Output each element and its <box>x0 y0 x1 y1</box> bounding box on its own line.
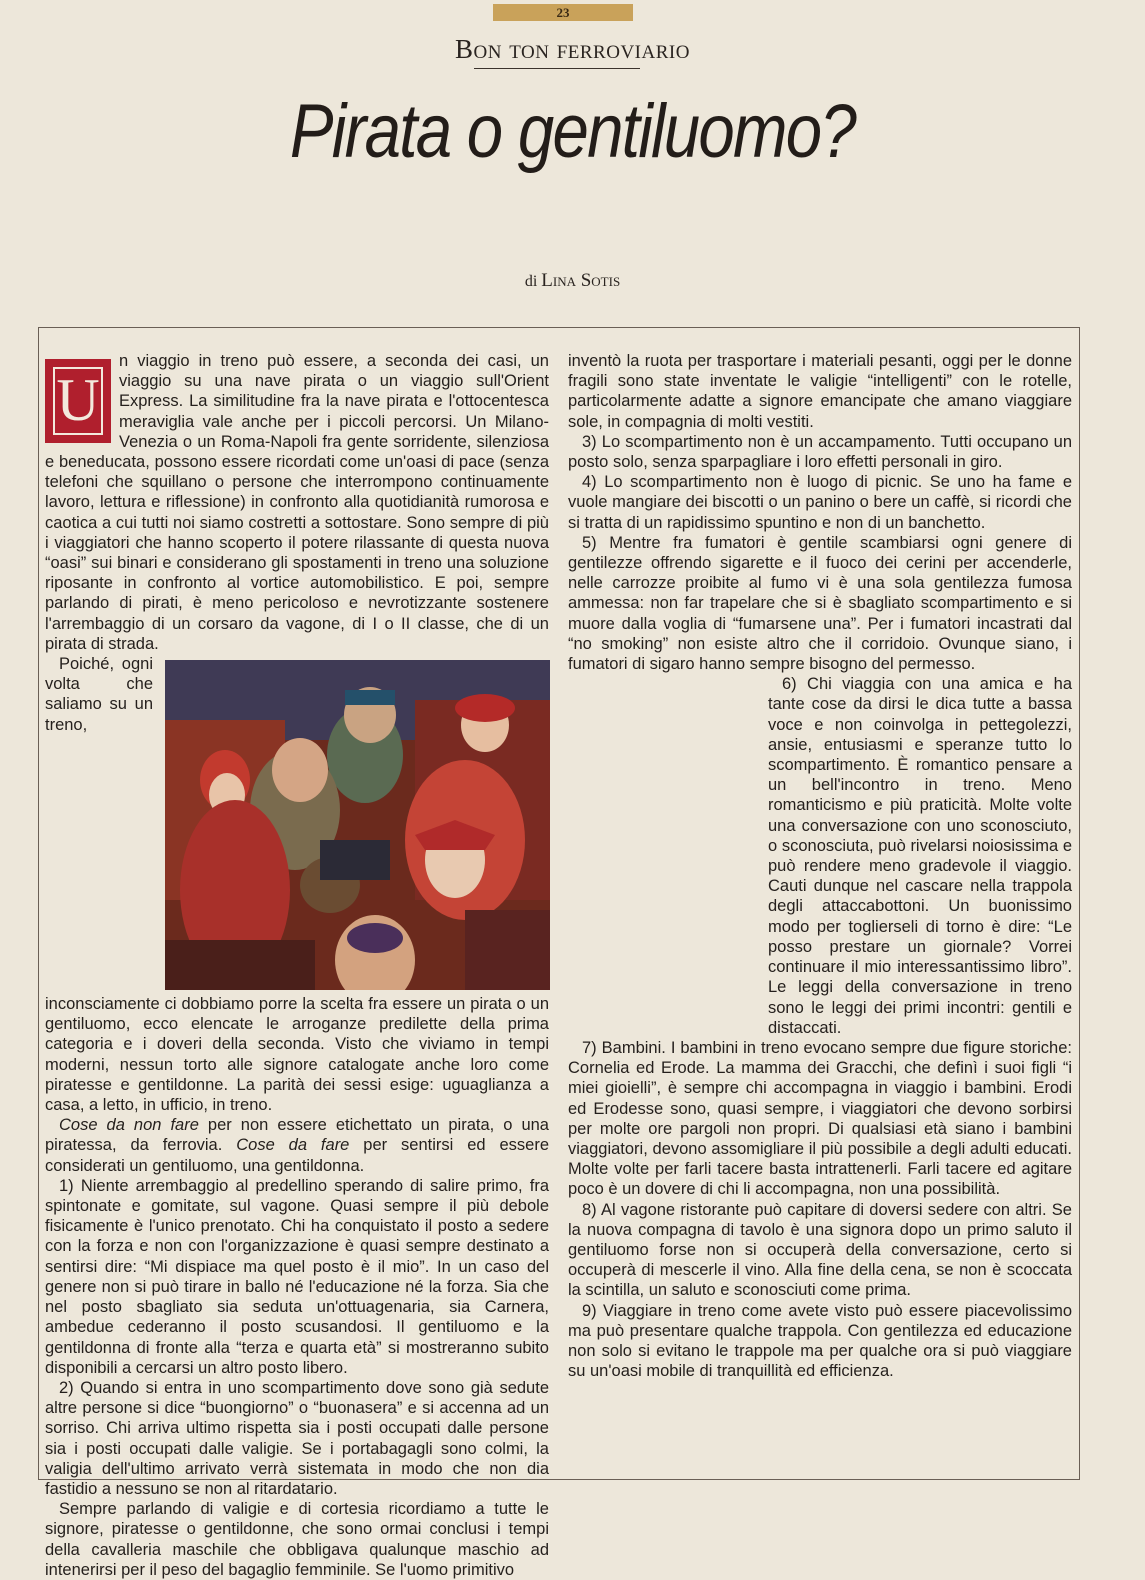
illustration-passengers-painting <box>165 660 550 990</box>
section-title-underline <box>474 68 640 69</box>
paragraph-with-figure <box>45 654 549 1115</box>
italic-phrase: Cose da fare <box>236 1136 350 1155</box>
paragraph: inventò la ruota per trasportare i materiali pesanti, oggi per le donne fragili sono state inventate le valigie “intelligenti” con le rotelle, particolarmente adatte a signore emancipate che amano viaggiare sole, in compagnia di molti vestiti. <box>568 352 1072 431</box>
paragraph: 7) Bambini. I bambini in treno evocano sempre due figure storiche: Cornelia ed Erode. La mamma dei Gracchi, che definì i suoi figli “i miei gioielli”, è sempre chi accompagna in viaggio i bambini. Erodi ed Erodesse sono, quasi sempre, i viaggiatori che devono sorbirsi per molte ore pargoli non propri. Di qualsiasi età siano i bambini viaggiatori, devono assomigliare il più possibile a degli adulti educati. Molte volte per farli tacere basta intrattenerli. Farli tacere ed agitare poco è un dovere di chi li accompagna, non una possibilità. <box>568 1038 1072 1199</box>
paragraph: 4) Lo scompartimento non è luogo di picnic. Se uno ha fame e vuole mangiare dei biscotti o un panino o bere un caffè, si ricordi che si tratta di un rapidissimo spuntino e non di un banchetto. <box>568 473 1072 532</box>
section-title: Bon ton ferroviario <box>455 34 690 64</box>
paragraph <box>45 1115 549 1176</box>
paragraph: 6) Chi viaggia con una amica e ha tante cose da dirsi le dica tutte a bassa voce e non coinvolga in pettegolezzi, ansie, entusiasmi e speranze tutto lo scompartimento. È romantico pensare a un bell'incontro in treno. Meno romanticismo e più praticità. Molte volte una conversazione con uno sconosciuto, o sconosciuta, può rivelarsi noiosissima e può rendere meno gradevole il viaggio. Cauti dunque nel cascare nella trappola degli attaccabottoni. Un buonissimo modo per toglierseli di torno è dire: “Le posso prestare un giornale? Vorrei continuare il mio interessantissimo libro”. Le leggi della conversazione in treno sono le leggi dei primi incontri: gentili e distaccati. <box>768 675 1072 1037</box>
paragraph: 9) Viaggiare in treno come avete visto può essere piacevolissimo ma può presentare qualche trappola. Con gentilezza ed educazione non solo si evitano le trappole ma per qualche ora si può viaggiare su un'oasi mobile di tranquillità ed efficienza. <box>568 1301 1072 1381</box>
paragraph: n viaggio in treno può essere, a seconda dei casi, un viaggio su una nave pirata o un viaggio sull'Orient Express. La similitudine fra la nave pirata e l'ottocentesca meraviglia vale anche per i piccoli percorsi. Un Milano-Venezia o un Roma-Napoli fra gente sorridente, silenziosa e beneducata, possono essere ricordati come un'oasi di pace (senza telefoni che squillano o persone che interrompono continuamente lavoro, lettura e riflessione) in confronto alla quotidianità rumorosa e caotica a cui tutti noi siamo costretti a sottostare. Sono sempre di più i viaggiatori che hanno scoperto il potere rilassante di questa nuova “oasi” sui binari e considerano gli spostamenti in treno una soluzione riposante in confronto al vortice automobilistico. E poi, sempre parlando di pirati, è meno pericoloso e nevrotizzante sostenere l'arrembaggio di un corsaro da vagone, di I o II classe, che di un pirata di strada. <box>45 352 549 653</box>
paragraph: 2) Quando si entra in uno scompartimento dove sono già sedute altre persone si dice “buongiorno” o “buonasera” e si accenna ad un sorriso. Chi arriva ultimo rispetta sia i posti occupati dalle persone sia i posti occupati dalle valigie. Se i portabagagli sono colmi, la valigia dell'ultimo arrivato verrà sistemata in modo che non dia fastidio a nessuno se non al ritardatario. <box>45 1378 549 1498</box>
byline-prefix: di <box>524 273 538 290</box>
paragraph-text: per non essere etichettato un pirata, o una piratessa, da ferrovia. <box>45 1116 549 1155</box>
page-number: 23 <box>493 4 633 21</box>
dropcap-letter: U <box>53 367 103 435</box>
paragraph-text: Poiché, ogni volta che saliamo su un treno, inconsciamente ci dobbiamo porre la scelta fra essere un pirata o un gentiluomo, ecco elencate le arroganze predilette della prima categoria e i doveri della seconda. Visto che viviamo in tempi moderni, nessun torto alle signore catalogate anche loro come piratesse e gentildonne. La parità dei sessi esige: uguaglianza a casa, a letto, in ufficio, in treno. <box>45 655 549 1115</box>
author-name: Lina Sotis <box>541 270 621 291</box>
article-column-left <box>45 351 549 1580</box>
byline <box>0 270 1145 292</box>
paragraph: 8) Al vagone ristorante può capitare di doversi sedere con altri. Se la nuova compagna di tavolo è una signora dopo un primo saluto il gentiluomo forse non si occuperà della conversazione, certo si occuperà di mescerle il vino. Alla fine della cena, se non è scoccata la scintilla, un saluto e sconosciuti come prima. <box>568 1200 1072 1300</box>
headline: Pirata o gentiluomo? <box>289 89 856 174</box>
paragraph-text: per sentirsi ed essere considerati un gentiluomo, una gentildonna. <box>45 1136 549 1175</box>
paragraph: Sempre parlando di valigie e di cortesia ricordiamo a tutte le signore, piratesse o gentildonne, che sono ormai conclusi i tempi della cavalleria maschile che obbligava qualunque maschio ad intenerirsi per il peso del bagaglio femminile. Se l'uomo primitivo <box>45 1500 549 1579</box>
paragraph: 3) Lo scompartimento non è un accampamento. Tutti occupano un posto solo, senza sparpagliare i loro effetti personali in giro. <box>568 432 1072 472</box>
article-column-right <box>568 351 1072 1381</box>
painting-svg <box>165 660 550 990</box>
paragraph: 5) Mentre fra fumatori è gentile scambiarsi ogni genere di gentilezze offrendo sigarette e il fuoco dei cerini per accenderle, nelle carrozze proibite al fumo vi è una sola gentilezza fumosa ammessa: non far trapelare che si è sbagliato scompartimento e si muore dalla voglia di “fumarsene una”. Per i fumatori incastrati dal “no smoking” non esiste altro che il corridoio. Ovunque siano, i fumatori di sigaro hanno sempre bisogno del permesso. <box>568 533 1072 674</box>
dropcap <box>45 359 111 443</box>
paragraph: 1) Niente arrembaggio al predellino sperando di salire primo, fra spintonate e gomitate, sul vagone. Quasi sempre il più debole fisicamente è l'unico prenotato. Chi ha conquistato il posto a sedere con la forza e non con l'organizzazione è quasi sempre destinato a sentirsi dire: “Mi dispiace ma quel posto è il mio”. In un caso del genere non si può tirare in ballo né l'educazione né la forza. Sia che nel posto sbagliato sia seduta un'ottuagenaria, sia Carnera, ambedue cederanno il posto scusandosi. Il gentiluomo e la gentildonna di fronte alla “terza e quarta età” si mostreranno subito disponibili a cercarsi un altro posto libero. <box>45 1176 549 1377</box>
italic-phrase: Cose da non fare <box>59 1116 199 1135</box>
